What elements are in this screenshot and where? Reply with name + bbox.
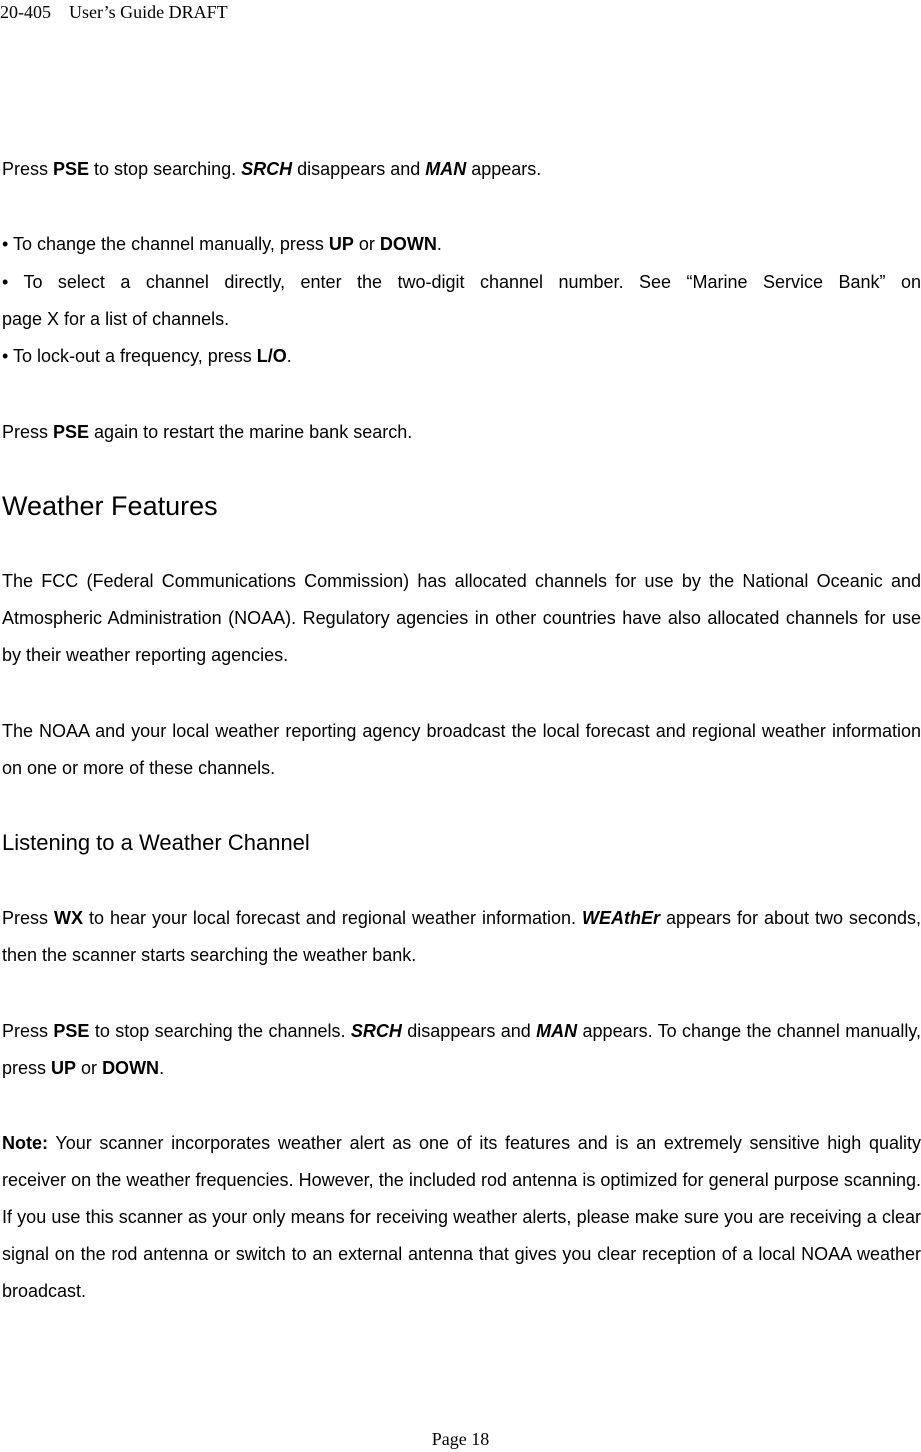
key-down: DOWN (379, 234, 437, 254)
text-run: disappears and (401, 1021, 537, 1041)
page-header (0, 1, 228, 23)
bullet-change-channel (2, 226, 921, 263)
paragraph-restart-search (2, 414, 921, 451)
paragraph-fcc: The FCC (Federal Communications Commission) has allocated channels for use by the National Oceanic and Atmospheric Administration (NOAA). Regulatory agencies in other countries have also allocated channels for use by their weather reporting agencies. (2, 571, 921, 665)
bullet-select-channel (2, 264, 921, 338)
text-run: or (76, 1058, 103, 1078)
note-label: Note: (2, 1133, 48, 1153)
display-srch: SRCH (350, 1021, 402, 1041)
key-up: UP (328, 234, 354, 254)
text-run: disappears and (292, 159, 426, 179)
paragraph-note (2, 1125, 921, 1310)
text-run: • To lock-out a frequency, press (2, 346, 257, 366)
key-lo: L/O (256, 346, 287, 366)
display-weather: WEAthEr (581, 908, 660, 928)
text-run: . (436, 234, 442, 254)
text-run: • To change the channel manually, press (2, 234, 329, 254)
text-run: to stop searching the channels. (89, 1021, 351, 1041)
text-run: appears for about two seconds, then the scanner starts searching the weather bank. (2, 908, 921, 965)
heading-listening: Listening to a Weather Channel (2, 830, 310, 855)
text-run: appears. To change the channel manually, press (2, 1021, 921, 1078)
text-run: Press (2, 1021, 54, 1041)
text-run: Press (2, 908, 54, 928)
text-run: or (353, 234, 380, 254)
heading-weather-features: Weather Features (2, 491, 218, 521)
bullet-lockout (2, 338, 921, 375)
text-run: appears. (466, 159, 542, 179)
text-run: Press (2, 159, 54, 179)
text-run: to hear your local forecast and regional weather information. (82, 908, 582, 928)
paragraph-stop-search (2, 151, 921, 188)
key-down: DOWN (102, 1058, 160, 1078)
bullet-line-2: page X for a list of channels. (2, 309, 230, 329)
key-pse: PSE (53, 422, 90, 442)
paragraph-wx (2, 900, 921, 974)
key-up: UP (51, 1058, 77, 1078)
paragraph-noaa: The NOAA and your local weather reporting agency broadcast the local forecast and regional weather information on one or more of these channels. (2, 721, 921, 778)
page-number: Page 18 (431, 1429, 490, 1449)
text-run: Press (2, 422, 54, 442)
text-run: again to restart the marine bank search. (89, 422, 413, 442)
note-text: Your scanner incorporates weather alert as one of its features and is an extremely sensitive high quality receiver on the weather frequencies. However, the included rod antenna is optimized for general purpose scanning. If you use this scanner as your only means for receiving weather alerts, please make sure you are receiving a clear signal on the rod antenna or switch to an external antenna that gives you clear reception of a local NOAA weather broadcast. (2, 1133, 921, 1301)
key-pse: PSE (53, 1021, 90, 1041)
key-wx: WX (53, 908, 83, 928)
display-man: MAN (425, 159, 467, 179)
text-run: . (159, 1058, 165, 1078)
doc-number: 20-405 (0, 2, 51, 22)
display-srch: SRCH (241, 159, 293, 179)
text-run: to stop searching. (89, 159, 242, 179)
paragraph-stop-channels (2, 1013, 921, 1087)
text-run: . (286, 346, 292, 366)
bullet-line-1: • To select a channel directly, enter the two-digit channel number. See “Marine Service Bank” on (2, 272, 921, 292)
key-pse: PSE (53, 159, 90, 179)
display-man: MAN (536, 1021, 578, 1041)
doc-title: User’s Guide DRAFT (69, 2, 228, 22)
